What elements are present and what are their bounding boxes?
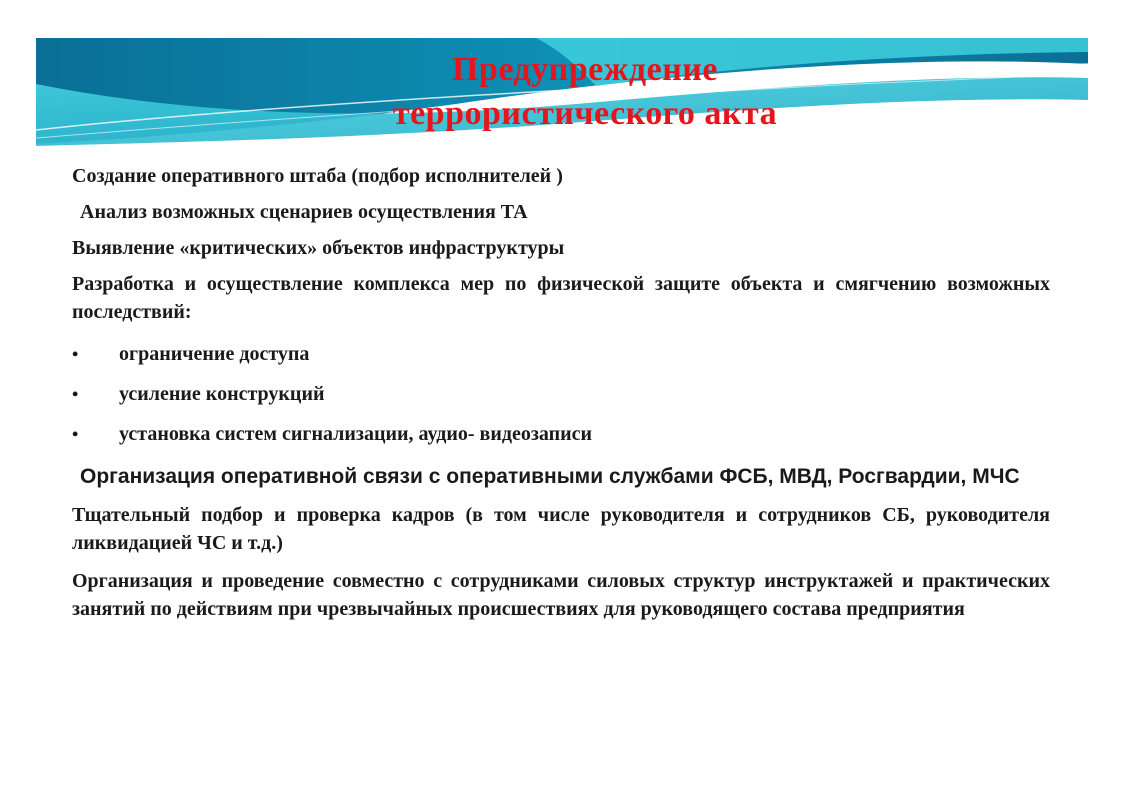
bullet-structure-reinforcement: усиление конструкций bbox=[119, 383, 325, 405]
bullet-icon: • bbox=[72, 424, 79, 444]
content-body bbox=[72, 162, 1050, 623]
item-protection-measures: Разработка и осуществление комплекса мер по физической защите объекта и смягчению возможных последствий: bbox=[72, 273, 1050, 323]
item-operational-communication: Организация оперативной связи с оперативными службами ФСБ, МВД, Росгвардии, МЧС bbox=[80, 465, 1020, 488]
item-personnel-selection: Тщательный подбор и проверка кадров (в том числе руководителя и сотрудников СБ, руководителя ликвидацией ЧС и т.д.) bbox=[72, 504, 1050, 554]
item-operational-staff: Создание оперативного штаба (подбор исполнителей ) bbox=[72, 165, 563, 187]
list-item bbox=[72, 340, 1050, 368]
bullet-icon: • bbox=[72, 344, 79, 364]
title-line-2: террористического акта bbox=[392, 95, 778, 132]
slide-title bbox=[300, 48, 870, 136]
item-critical-objects: Выявление «критических» объектов инфраструктуры bbox=[72, 237, 565, 259]
bullet-alarm-systems: установка систем сигнализации, аудио- видеозаписи bbox=[119, 423, 593, 445]
item-joint-training: Организация и проведение совместно с сотрудниками силовых структур инструктажей и практических занятий по действиям при чрезвычайных происшествиях для руководящего состава предприятия bbox=[72, 570, 1050, 620]
title-line-1: Предупреждение bbox=[451, 51, 718, 88]
bullet-access-restriction: ограничение доступа bbox=[119, 343, 310, 365]
item-scenario-analysis: Анализ возможных сценариев осуществления ТА bbox=[80, 201, 528, 223]
list-item bbox=[72, 420, 1050, 448]
bullet-icon: • bbox=[72, 384, 79, 404]
list-item bbox=[72, 380, 1050, 408]
